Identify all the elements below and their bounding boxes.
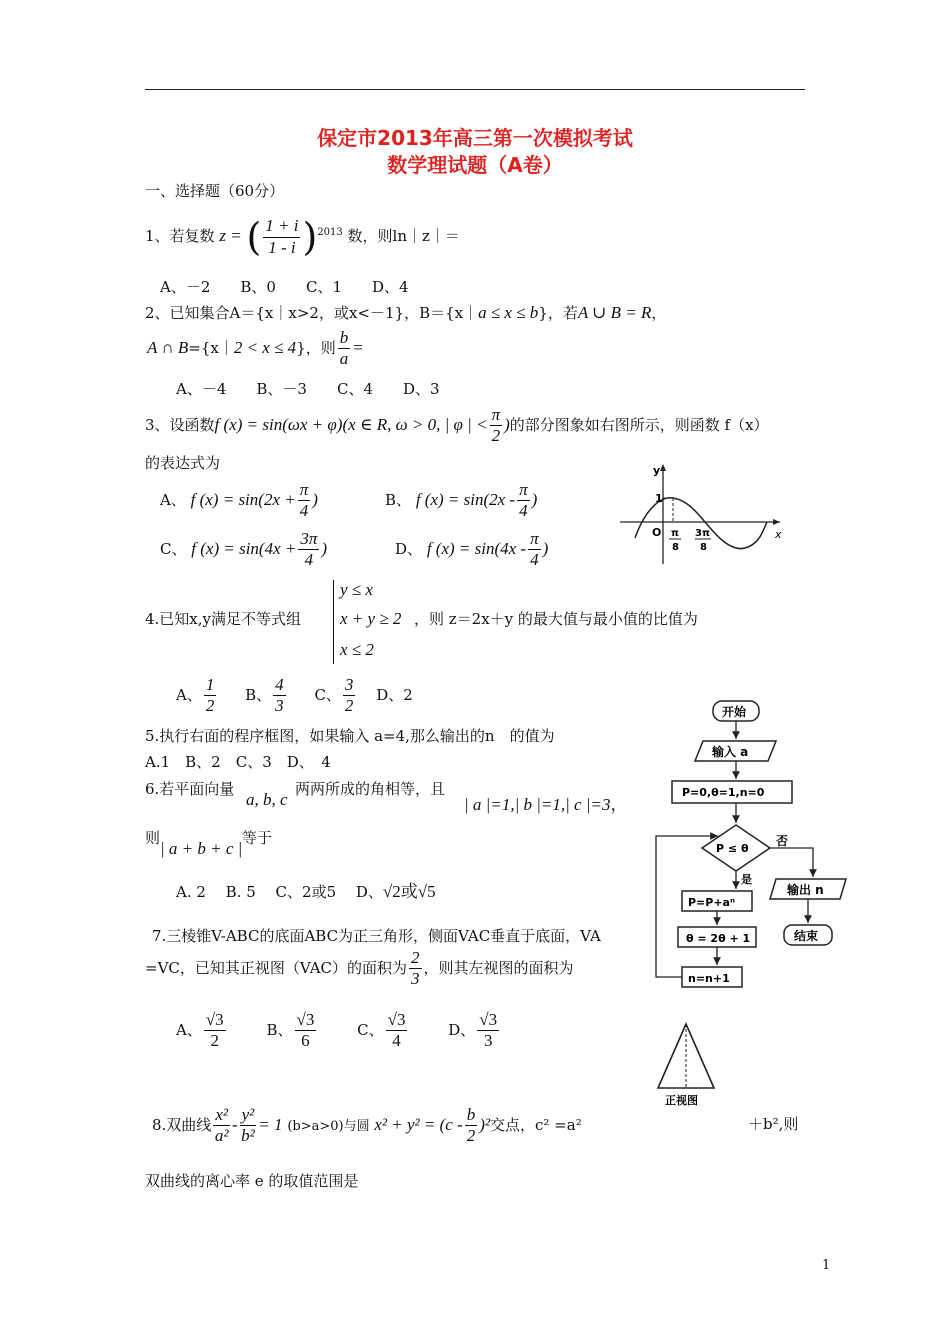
q7-options: A、 $\frac{√3}{2}$ B、 $\frac{√3}{6}$ C、 $\frac{√3}{4}$ D、 $\frac{√3}{3}$ xyxy=(176,1010,498,1051)
x-axis-arrow-icon xyxy=(773,519,780,525)
q6-line-2-suffix: 等于 xyxy=(242,829,273,847)
flow-output-label: 输出 n xyxy=(787,883,824,897)
q6-options: A. 2 B. 5 C、2或5 D、√2或√5 xyxy=(176,882,436,901)
tick-1-num: π xyxy=(671,528,679,539)
q5-options: A.1 B、2 C、3 D、 4 xyxy=(145,753,331,771)
flow-yes-label: 是 xyxy=(741,873,752,886)
question-2-line-2: A ∩ B={x｜2 < x ≤ 4}，则 $\frac{b}{a}$ = xyxy=(147,328,364,369)
q1-exponent: 2013 xyxy=(317,227,343,238)
q4-brace xyxy=(333,580,334,664)
q3-option-d: D、 f (x) = sin(4x - $\frac{\pi}{4}$ ) xyxy=(395,529,549,570)
q4-suffix: ，则 z＝2x＋y 的最大值与最小值的比值为 xyxy=(414,610,698,628)
flow-no-label: 否 xyxy=(776,834,789,848)
q1-options: A、－2 B、0 C、1 D、4 xyxy=(160,278,409,296)
flow-step-1-label: P=P+aⁿ xyxy=(688,896,735,909)
front-view-figure xyxy=(650,1018,740,1110)
flow-start-label: 开始 xyxy=(722,705,747,719)
flow-step-3-label: n=n+1 xyxy=(688,972,730,985)
tick-1-den: 8 xyxy=(672,542,679,553)
q4-options: A、 $\frac{1}{2}$ B、 $\frac{4}{3}$ C、 $\frac{3}{2}$ D、2 xyxy=(176,675,413,716)
x-label: x xyxy=(775,528,782,541)
question-2-line-1: 2、已知集合A＝{x｜x>2，或x<－1}，B＝{x｜a ≤ x ≤ b}，若A ∪ B = R， xyxy=(145,303,667,322)
q3-option-c: C、 f (x) = sin(4x + $\frac{3\pi}{4}$ ) xyxy=(160,529,328,570)
y-axis-arrow-icon xyxy=(660,464,666,471)
flow-step-2-label: θ = 2θ + 1 xyxy=(686,932,751,945)
q6-condition: | a |=1,| b |=1,| c |=3， xyxy=(464,795,628,814)
page-number: 1 xyxy=(822,1258,831,1273)
tick-2-den: 8 xyxy=(700,542,707,553)
page-subtitle: 数学理试题（A卷） xyxy=(387,153,563,177)
q6-prefix: 6.若平面向量 xyxy=(145,780,235,798)
flow-arrow-no xyxy=(770,848,813,877)
q3-option-a: A、 f (x) = sin(2x + $\frac{\pi}{4}$ ) xyxy=(160,480,318,521)
q3-option-b: B、 f (x) = sin(2x - $\frac{\pi}{4}$ ) xyxy=(385,480,538,521)
question-8-line-1: 8.双曲线 $\frac{\text{x²}}{\text{a²}}$ - $\frac{\text{y²}}{\text{b²}}$ = 1 (b>a>0)与圆 x² + y² = (c - $\frac{b}{2}$ )²交点，c² =a² xyxy=(152,1105,582,1146)
front-view-label: 正视图 xyxy=(665,1094,698,1107)
question-5: 5.执行右面的程序框图，如果输入 a=4,那么输出的n 的值为 xyxy=(145,727,555,745)
q1-suffix: 数，则ln｜z｜＝ xyxy=(347,227,460,245)
q6-vectors: a, b, c xyxy=(246,790,288,809)
q1-prefix: 1、若复数 xyxy=(145,227,215,245)
flowchart xyxy=(648,695,853,995)
page-title: 保定市2013年高三第一次模拟考试 xyxy=(317,126,633,150)
q4-constraint-1: y ≤ x xyxy=(340,580,373,599)
y-label: y xyxy=(653,464,661,477)
origin-label: O xyxy=(652,526,662,539)
tick-2-num: 3π xyxy=(695,528,710,539)
question-3-line-2: 的表达式为 xyxy=(145,454,221,472)
q4-prefix: 4.已知x,y满足不等式组 xyxy=(145,610,302,628)
max-value-label: 1 xyxy=(655,492,663,505)
q4-constraint-3: x ≤ 2 xyxy=(340,640,374,659)
question-7-line-1: 7.三棱锥V-ABC的底面ABC为正三角形，侧面VAC垂直于底面，VA xyxy=(152,927,601,945)
q2-options: A、－4 B、－3 C、4 D、3 xyxy=(176,380,440,398)
q1-z: z = xyxy=(219,226,242,245)
flow-end-label: 结束 xyxy=(794,929,819,943)
question-7-line-2: =VC，已知其正视图（VAC）的面积为 $\frac{2}{3}$ ，则其左视图的面积为 xyxy=(145,948,574,989)
top-rule xyxy=(145,89,805,90)
flow-input-label: 输入 a xyxy=(712,745,749,759)
q8-tail: ＋b²,则 xyxy=(748,1115,799,1133)
flow-condition-label: P ≤ θ xyxy=(716,842,749,855)
flow-init-label: P=0,θ=1,n=0 xyxy=(682,786,765,799)
sine-graph xyxy=(615,460,785,568)
q6-mid: 两两所成的角相等，且 xyxy=(295,780,446,798)
q6-expression: | a + b + c | xyxy=(160,839,243,858)
question-8-line-2: 双曲线的离心率 e 的取值范围是 xyxy=(145,1172,359,1190)
section-heading: 一、选择题（60分） xyxy=(145,182,285,200)
q6-line-2-prefix: 则 xyxy=(145,829,161,847)
sine-curve xyxy=(635,498,767,549)
question-3-line-1: 3、设函数f (x) = sin(ωx + φ)(x ∈ R, ω > 0, | φ | < $\frac{\pi}{2}$ )的部分图象如右图所示，则函数 f（x） xyxy=(145,405,769,446)
q1-fraction: $\frac{1 + i}{1 - i}$ xyxy=(265,216,299,257)
question-1: 1、若复数 z = ( $\frac{1 + i}{1 - i}$ )$^{2013}$ 数，则ln｜z｜＝ xyxy=(145,215,460,259)
q4-constraint-2: x + y ≥ 2 xyxy=(340,609,402,628)
